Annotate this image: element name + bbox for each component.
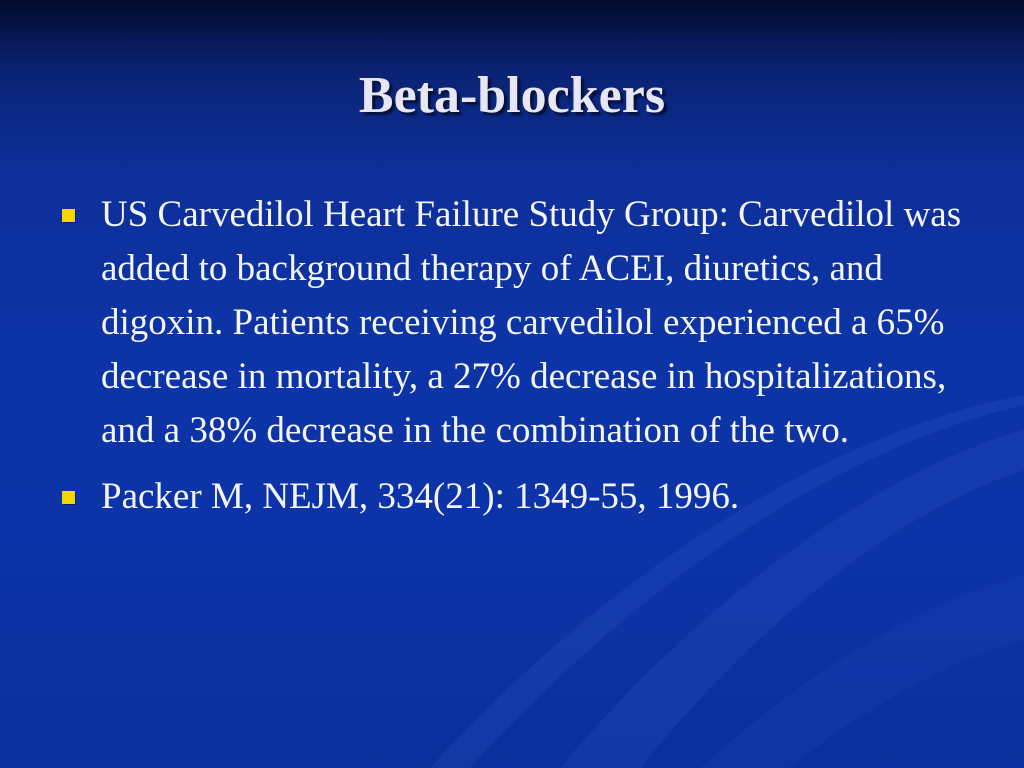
bullet-text: Packer M, NEJM, 334(21): 1349-55, 1996.: [101, 476, 740, 517]
yellow-square-bullet-icon: [62, 491, 75, 504]
bullet-list: [62, 188, 962, 536]
bullet-item-citation: [62, 470, 962, 524]
bullet-text: US Carvedilol Heart Failure Study Group: Carvedilol was added to background therapy of ACEI, diuretics, and digoxin. Patients receiving carvedilol experienced a 65% decrease in mortality, a 27% decrease in hospitalizations, and a 38% decrease in the combination of the two.: [101, 194, 962, 451]
yellow-square-bullet-icon: [62, 209, 75, 222]
bullet-item-study-summary: [62, 188, 962, 458]
slide-title: Beta-blockers: [358, 67, 666, 124]
